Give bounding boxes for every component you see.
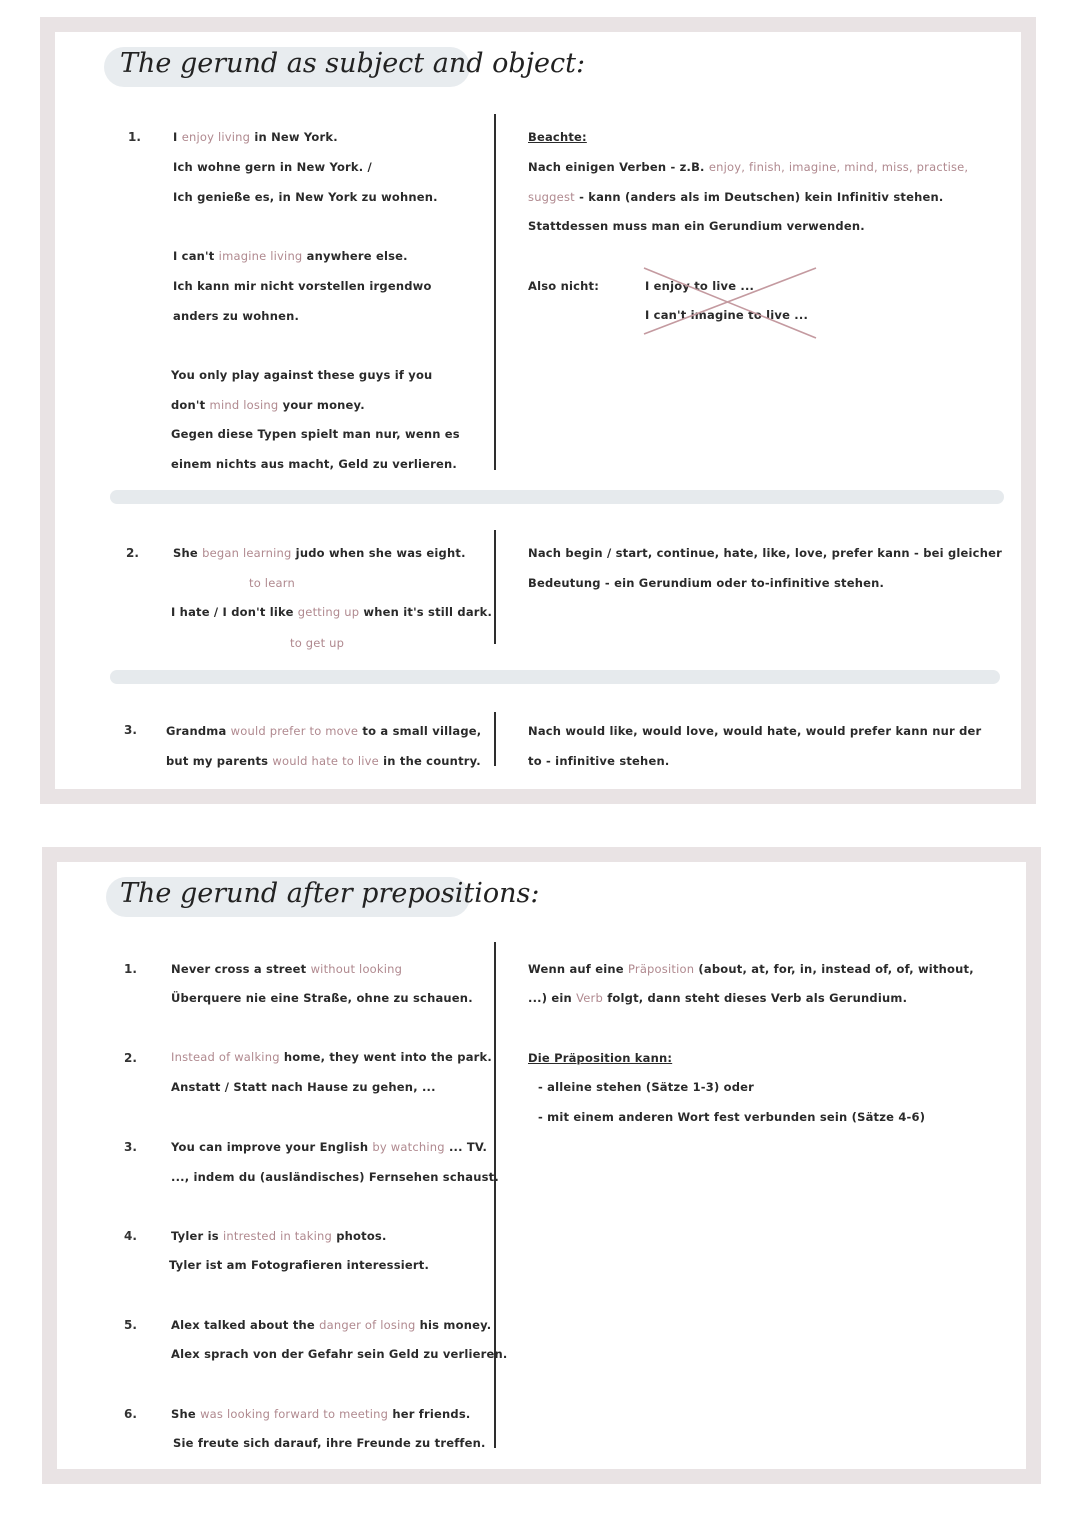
also-label: Also nicht: xyxy=(528,279,600,293)
column-divider xyxy=(494,114,496,470)
column-divider xyxy=(494,942,496,1448)
item-number: 2. xyxy=(126,546,139,560)
example-line: I can't imagine living anywhere else. xyxy=(173,249,408,263)
note-line: Bedeutung - ein Gerundium oder to-infinitive stehen. xyxy=(528,576,885,590)
example-line: I hate / I don't like getting up when it's still dark. xyxy=(171,605,493,619)
note-line: suggest - kann (anders als im Deutschen) kein Infinitiv stehen. xyxy=(528,190,944,204)
wrong-example: I can't imagine to live ... xyxy=(645,308,809,322)
note-line: ...) ein Verb folgt, dann steht dieses Verb als Gerundium. xyxy=(528,991,908,1005)
note-line: Nach would like, would love, would hate, would prefer kann nur der xyxy=(528,724,982,738)
section-separator xyxy=(110,490,1004,504)
translation-line: Tyler ist am Fotografieren interessiert. xyxy=(169,1258,430,1272)
translation-line: einem nichts aus macht, Geld zu verlieren. xyxy=(171,457,457,471)
example-line: I enjoy living in New York. xyxy=(173,130,338,144)
note-line: Nach einigen Verben - z.B. enjoy, finish, imagine, mind, miss, practise, xyxy=(528,160,969,174)
translation-line: Anstatt / Statt nach Hause zu gehen, ... xyxy=(171,1080,436,1094)
example-line: Alex talked about the danger of losing his money. xyxy=(171,1318,492,1332)
item-number: 2. xyxy=(124,1051,137,1065)
card-gerund-prepositions xyxy=(42,847,1041,1484)
note-bullet: - alleine stehen (Sätze 1-3) oder xyxy=(538,1080,755,1094)
note-title: Beachte: xyxy=(528,130,587,144)
translation-line: Ich wohne gern in New York. / xyxy=(173,160,372,174)
alternative-form: to learn xyxy=(249,576,295,590)
column-divider xyxy=(494,712,496,766)
item-number: 1. xyxy=(124,962,137,976)
translation-line: Ich genieße es, in New York zu wohnen. xyxy=(173,190,438,204)
note-subtitle: Die Präposition kann: xyxy=(528,1051,673,1065)
example-line: don't mind losing your money. xyxy=(171,398,365,412)
example-line: Never cross a street without looking xyxy=(171,962,403,976)
translation-line: Sie freute sich darauf, ihre Freunde zu treffen. xyxy=(173,1436,486,1450)
example-line: Grandma would prefer to move to a small village, xyxy=(166,724,482,738)
translation-line: Überquere nie eine Straße, ohne zu schauen. xyxy=(171,991,473,1005)
note-line: to - infinitive stehen. xyxy=(528,754,670,768)
wrong-example: I enjoy to live ... xyxy=(645,279,755,293)
translation-line: Ich kann mir nicht vorstellen irgendwo xyxy=(173,279,432,293)
example-line: You only play against these guys if you xyxy=(171,368,433,382)
note-line: Nach begin / start, continue, hate, like, love, prefer kann - bei gleicher xyxy=(528,546,1002,560)
example-line: You can improve your English by watching ... TV. xyxy=(171,1140,488,1154)
note-line: Wenn auf eine Präposition (about, at, for, in, instead of, of, without, xyxy=(528,962,974,976)
section-separator xyxy=(110,670,1000,684)
translation-line: Gegen diese Typen spielt man nur, wenn es xyxy=(171,427,460,441)
translation-line: Alex sprach von der Gefahr sein Geld zu verlieren. xyxy=(171,1347,508,1361)
item-number: 5. xyxy=(124,1318,137,1332)
alternative-form: to get up xyxy=(290,636,345,650)
item-number: 6. xyxy=(124,1407,137,1421)
note-line: Stattdessen muss man ein Gerundium verwenden. xyxy=(528,219,865,233)
example-line: but my parents would hate to live in the country. xyxy=(166,754,481,768)
section1-title: The gerund as subject and object: xyxy=(120,48,586,79)
item-number: 4. xyxy=(124,1229,137,1243)
item-number: 3. xyxy=(124,1140,137,1154)
column-divider xyxy=(494,530,496,644)
example-line: She was looking forward to meeting her friends. xyxy=(171,1407,471,1421)
translation-line: ..., indem du (ausländisches) Fernsehen schaust. xyxy=(171,1170,499,1184)
translation-line: anders zu wohnen. xyxy=(173,309,300,323)
section2-title: The gerund after prepositions: xyxy=(120,878,540,909)
item-number: 3. xyxy=(124,723,137,737)
item-number: 1. xyxy=(128,130,141,144)
strike-cross-icon xyxy=(640,262,822,342)
example-line: She began learning judo when she was eight. xyxy=(173,546,466,560)
note-bullet: - mit einem anderen Wort fest verbunden sein (Sätze 4-6) xyxy=(538,1110,926,1124)
example-line: Tyler is intrested in taking photos. xyxy=(171,1229,387,1243)
example-line: Instead of walking home, they went into the park. xyxy=(171,1050,492,1064)
